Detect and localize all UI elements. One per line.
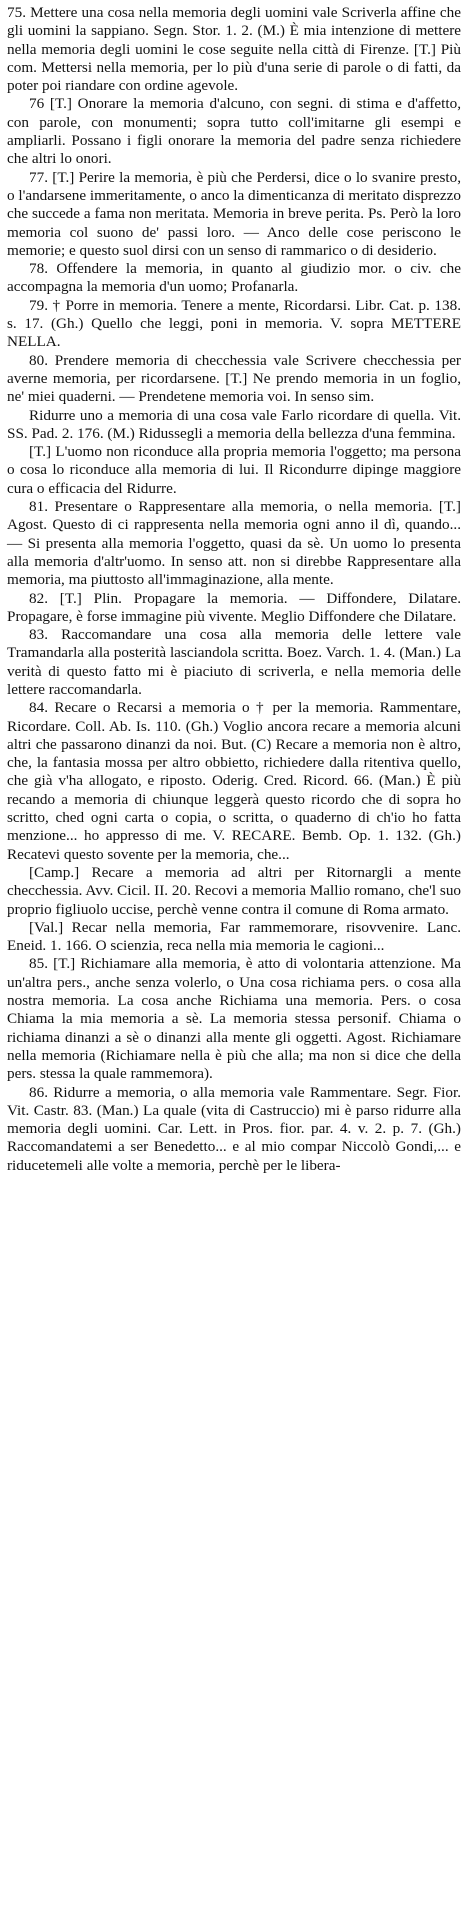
entry-82: 82. [T.] Plin. Propagare la memoria. — Diffondere, Dilatare. Propagare, è forse immagine più vivente. Meglio Diffondere che Dilatare. <box>7 589 461 625</box>
entry-81: 81. Presentare o Rappresentare alla memoria, o nella memoria. [T.] Agost. Questo di ci rappresenta nella memoria ogni anno il dì, quando... — Si presenta alla memoria l'oggetto, quasi da sè. Un uomo lo presenta alla memoria d'altr'uomo. In senso att. non si direbbe Rappresentare alla memoria, ma piuttosto all'immaginazione, alla mente. <box>7 498 461 589</box>
entry-ricondurre-note: [T.] L'uomo non riconduce alla propria memoria l'oggetto; ma persona o cosa lo riconduce alla memoria di lui. Il Ricondurre dipinge maggiore cura o efficacia del Ridurre. <box>7 443 461 497</box>
entry-75: 75. Mettere una cosa nella memoria degli uomini vale Scriverla affine che gli uomini la sappiano. Segn. Stor. 1. 2. (M.) È mia intenzione di mettere nella memoria degli uomini le cose seguite nella città di Firenze. [T.] Più com. Mettersi nella memoria, per lo più d'una serie di parole o di fatti, da poter poi riandare con ordine agevole. <box>7 4 461 95</box>
entry-84: 84. Recare o Recarsi a memoria o † per la memoria. Rammentare, Ricordare. Coll. Ab. Is. 110. (Gh.) Voglio ancora recare a memoria alcuni altri che passarono dinanzi da noi. But. (C) Recare a memoria non è altro, che, la fantasia mossa per altro obbietto, richiedere dalla ritentiva quello, che già v'ha allogato, e riposto. Oderig. Cred. Ricord. 66. (Man.) È più recando a memoria di chiunque leggerà questo ricordo che di sopra ho scritto, ched ogni carta o copia, o scritta, o quaderno di ch'io ho fatta menzione... ho appresso di me. V. RECARE. Bemb. Op. 1. 132. (Gh.) Recatevi questo sovente per la memoria, che... <box>7 699 461 863</box>
entry-camp-recare: [Camp.] Recare a memoria ad altri per Ritornargli a mente checchessia. Avv. Cicil. II. 20. Recovi a memoria Mallio romano, che'l suo proprio figliuolo uccise, perchè venne contra il comune di Roma armato. <box>7 863 462 918</box>
entry-86: 86. Ridurre a memoria, o alla memoria vale Rammentare. Segr. Fior. Vit. Castr. 83. (Man.) La quale (vita di Castruccio) mi è parso ridurre alla memoria degli uomini. Car. Lett. in Pros. fior. par. 4. v. 2. p. 7. (Gh.) Raccomandatemi a ser Benedetto... e al mio compar Niccolò Gondi,... e riducetemeli alle volte a memoria, perchè per le libera- <box>7 1083 461 1174</box>
entry-77: 77. [T.] Perire la memoria, è più che Perdersi, dice o lo svanire presto, o l'andarsene immeritamente, o anco la dimenticanza di meritato disprezzo che succede a fama non meritata. Memoria in breve perita. Ps. Però la loro memoria col suono de' passi loro. — Anco delle cose periscono le memorie; e questo suol dirsi con un senso di rammarico o di desiderio. <box>7 168 461 259</box>
entry-79: 79. † Porre in memoria. Tenere a mente, Ricordarsi. Libr. Cat. p. 138. s. 17. (Gh.) Quello che leggi, poni in memoria. V. sopra METTERE NELLA. <box>7 296 461 351</box>
entry-76: 76 [T.] Onorare la memoria d'alcuno, con segni. di stima e d'affetto, con parole, con monumenti; sopra tutto coll'imitarne gli esempi e ampliarli. Possano i figli onorare la memoria del padre senza richiedere che altri lo onori. <box>7 95 461 168</box>
entry-80: 80. Prendere memoria di checchessia vale Scrivere checchessia per averne memoria, per ricordarsene. [T.] Ne prendo memoria in un foglio, ne' miei quaderni. — Prendetene memoria voi. In senso sim. <box>7 351 461 406</box>
entry-85: 85. [T.] Richiamare alla memoria, è atto di volontaria attenzione. Ma un'altra pers., anche senza volerlo, o Una cosa richiama pers. o cosa alla nostra memoria. La cosa anche Richiama una memoria. Pers. o cosa Chiama la mia memoria a sè. La memoria stessa personif. Chiama o richiama dinanzi a sè o dinanzi alla mente gli oggetti. Agost. Richiamare nella memoria (Richiamare nella è più che alla; ma non si dice che della pers. stessa la quale rammemora). <box>7 955 461 1083</box>
entry-ridurre-uno: Ridurre uno a memoria di una cosa vale Farlo ricordare di quella. Vit. SS. Pad. 2. 176. (M.) Ridussegli a memoria della bellezza d'una femmina. <box>7 406 461 442</box>
entry-val-recar: [Val.] Recar nella memoria, Far rammemorare, risovvenire. Lanc. Eneid. 1. 166. O scienzia, reca nella mia memoria le cagioni... <box>7 918 461 955</box>
entry-78: 78. Offendere la memoria, in quanto al giudizio mor. o civ. che accompagna la memoria d'un uomo; Profanarla. <box>7 260 461 296</box>
entry-83: 83. Raccomandare una cosa alla memoria delle lettere vale Tramandarla alla posterità lasciandola scritta. Boez. Varch. 1. 4. (Man.) La verità di questo fatto mi è piaciuto di scriverla, e nella memoria delle lettere raccomandarla. <box>7 626 461 698</box>
